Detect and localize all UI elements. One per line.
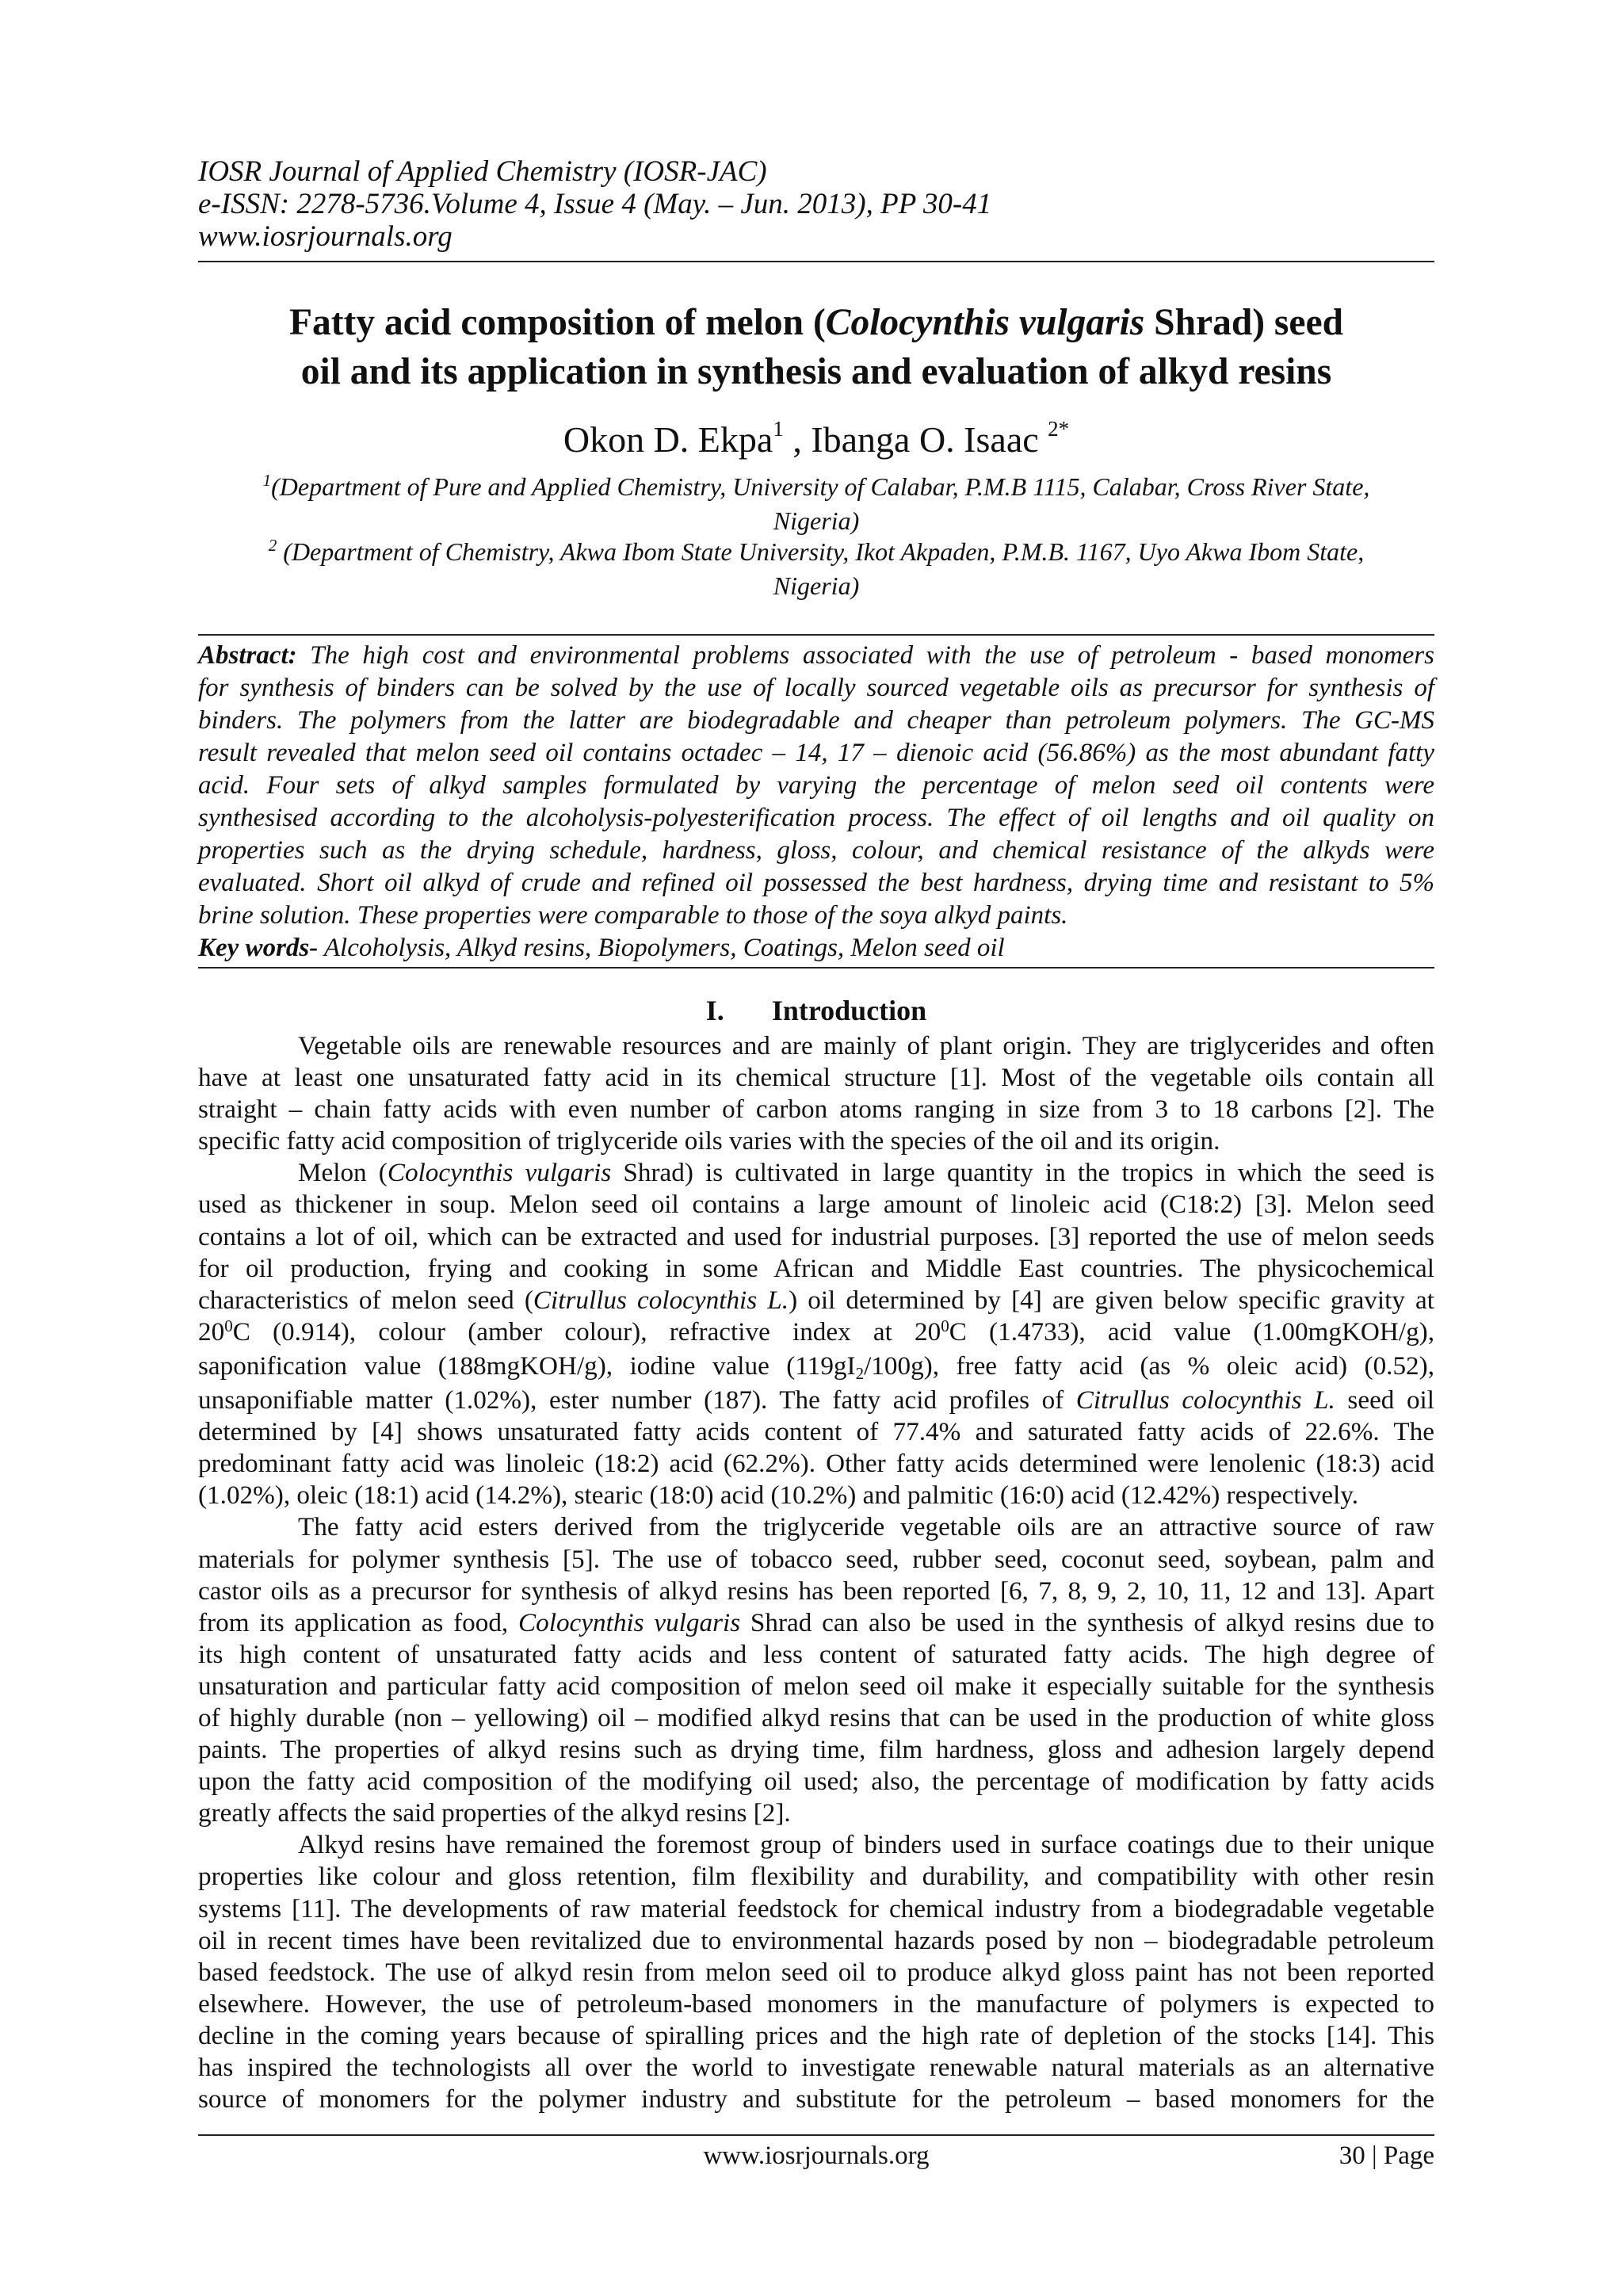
body-line: determined by [4] shows unsaturated fatty acids content of 77.4% and saturated fatty acids of 22.6%. The [198,1417,1434,1447]
body-line [198,1285,1434,1316]
title-text: Shrad) seed [1144,302,1344,343]
body-line: unsaturation and particular fatty acid composition of melon seed oil make it especially suitable for the synthesis [198,1671,1434,1701]
body-text-run: 20 [198,1316,225,1347]
keywords-line [198,932,1434,968]
body-text-run: saponification value (188mgKOH/g), iodine value (119gI [198,1350,856,1381]
body-line: Vegetable oils are renewable resources and are mainly of plant origin. They are triglycerides and often [298,1031,1434,1060]
affiliation-2-mark: 2 [268,536,277,555]
journal-issn: e-ISSN: 2278-5736.Volume 4, Issue 4 (May. – Jun. 2013), PP 30-41 [198,188,992,220]
author-list [198,418,1434,467]
affiliation-2-text: (Department of Chemistry, Akwa Ibom State University, Ikot Akpaden, P.M.B. 1167, Uyo Akwa Ibom State, [277,537,1365,566]
body-text-run: C (1.4733), acid value (1.00mgKOH/g), [949,1316,1435,1347]
journal-header [198,155,1434,253]
body-line: contains a lot of oil, which can be extracted and used for industrial purposes. [3] reported the use of melon seeds [198,1221,1434,1251]
abstract-line: result revealed that melon seed oil contains octadec – 14, 17 – dienoic acid (56.86%) as the most abundant fatty [198,739,1434,767]
title-line-1 [198,298,1434,347]
affiliation-2 [198,537,1434,571]
title-species: Colocynthis vulgaris [825,302,1145,343]
body-line: (1.02%), oleic (18:1) acid (14.2%), stearic (18:0) acid (10.2%) and palmitic (16:0) acid (12.42%) respectively. [198,1480,1359,1511]
title-text: Fatty acid composition of melon ( [288,302,826,343]
body-text-run: unsaponifiable matter (1.02%), ester number (187). The fatty acid profiles of [198,1385,1076,1415]
author-1-mark: 1 [773,417,784,441]
abstract-section [198,634,1434,968]
author-separator: , [783,419,812,460]
body-line: upon the fatty acid composition of the modifying oil used; also, the percentage of modification by fatty acids [198,1767,1434,1797]
section-heading [198,994,1434,1027]
abstract-line: for synthesis of binders can be solved by the use of locally sourced vegetable oils as precursor for synthesis of [198,674,1434,702]
page-number: 30 | Page [1338,2141,1434,2170]
body-line: predominant fatty acid was linoleic (18:2) acid (62.2%). Other fatty acids determined were lenolenic (18:3) acid [198,1449,1434,1479]
footer-website[interactable]: www.iosrjournals.org [703,2141,930,2170]
body-line: used as thickener in soup. Melon seed oil contains a large amount of linoleic acid (C18:2) [3]. Melon seed [198,1190,1434,1220]
author-2: Ibanga O. Isaac [811,419,1048,460]
body-line: straight – chain fatty acids with even number of carbon atoms ranging in size from 3 to 18 carbons [2]. The [198,1095,1434,1125]
species-name: Colocynthis vulgaris [387,1158,612,1188]
body-line [198,1350,1434,1385]
body-line: has inspired the technologists all over the world to investigate renewable natural materials as an alternative [198,2053,1434,2082]
species-name: Citrullus colocynthis L. [1075,1385,1335,1415]
author-2-mark: 2* [1048,417,1070,441]
species-name: Colocynthis vulgaris [518,1607,741,1637]
journal-name: IOSR Journal of Applied Chemistry (IOSR-JAC) [198,155,767,188]
affiliation-2-cont: Nigeria) [773,571,860,600]
body-line: systems [11]. The developments of raw material feedstock for chemical industry from a biodegradable vegetable [198,1893,1434,1924]
body-line: materials for polymer synthesis [5]. The use of tobacco seed, rubber seed, coconut seed, soybean, palm and [198,1544,1434,1574]
degree-sup: 0 [941,1316,949,1335]
title-line-2: oil and its application in synthesis and evaluation of alkyd resins [300,351,1332,392]
body-text-run: from its application as food, [198,1607,519,1637]
body-text-run: /100g), free fatty acid (as % oleic acid) (0.52), [864,1350,1434,1381]
affiliation-1-mark: 1 [262,471,272,490]
affiliation-1-cont: Nigeria) [773,506,860,535]
body-text-run: Melon ( [298,1158,388,1188]
body-text-run: Shrad) is cultivated in large quantity in the tropics in which the seed is [611,1158,1434,1188]
body-text [198,1030,1434,2115]
body-line: oil in recent times have been revitalized due to environmental hazards posed by non – biodegradable petroleum [198,1925,1434,1955]
body-line: for oil production, frying and cooking in some African and Middle East countries. The physicochemical [198,1253,1434,1283]
body-line: source of monomers for the polymer industry and substitute for the petroleum – based monomers for the [198,2084,1434,2115]
abstract-line: synthesised according to the alcoholysis-polyesterification process. The effect of oil lengths and oil quality on [198,804,1434,832]
body-line: Alkyd resins have remained the foremost group of binders used in surface coatings due to their unique [298,1830,1434,1860]
section-number: I. [705,995,724,1026]
affiliations [198,472,1434,602]
abstract-line [198,640,1434,672]
body-line: its high content of unsaturated fatty acids and less content of saturated fatty acids. The high degree of [198,1639,1434,1669]
subscript: 2 [855,1363,865,1383]
body-line: specific fatty acid composition of triglyceride oils varies with the species of the oil and its origin. [198,1126,1220,1156]
abstract-line: binders. The polymers from the latter are biodegradable and cheaper than petroleum polymers. The GC-MS [198,706,1434,735]
body-line: decline in the coming years because of spiralling prices and the high rate of depletion of the stocks [14]. This [198,2020,1434,2050]
journal-website[interactable]: www.iosrjournals.org [198,220,453,253]
abstract-line: evaluated. Short oil alkyd of crude and refined oil possessed the best hardness, drying time and resistant to 5% [198,869,1434,897]
body-line: castor oils as a precursor for synthesis of alkyd resins has been reported [6, 7, 8, 9, 2, 10, 11, 12 and 13]. Apart [198,1576,1434,1606]
body-line: greatly affects the said properties of the alkyd resins [2]. [198,1798,791,1828]
footer-rule [198,2134,1434,2136]
paper-title [198,298,1434,396]
abstract-text: The high cost and environmental problems associated with the use of petroleum - based monomers [296,641,1434,670]
degree-sup: 0 [224,1316,233,1335]
header-rule [198,261,1434,262]
body-line: paints. The properties of alkyd resins such as drying time, film hardness, gloss and adhesion largely depend [198,1735,1434,1765]
body-line: elsewhere. However, the use of petroleum-based monomers in the manufacture of polymers is expected to [198,1988,1434,2019]
keywords-label: Key words- [198,934,319,962]
body-line: have at least one unsaturated fatty acid in its chemical structure [1]. Most of the vegetable oils contain all [198,1063,1434,1093]
body-line: The fatty acid esters derived from the triglyceride vegetable oils are an attractive source of raw [298,1512,1434,1542]
body-text-run: ) oil determined by [4] are given below specific gravity at [789,1285,1434,1315]
species-name: Citrullus colocynthis L. [533,1285,789,1315]
abstract-line: acid. Four sets of alkyd samples formulated by varying the percentage of melon seed oil contents were [198,771,1434,800]
abstract-line: brine solution. These properties were comparable to those of the soya alkyd paints. [198,901,1068,930]
body-line [198,1385,1434,1416]
body-text-run: Shrad can also be used in the synthesis of alkyd resins due to [740,1607,1434,1637]
author-1: Okon D. Ekpa [563,419,773,460]
abstract-line: properties such as the drying schedule, hardness, gloss, colour, and chemical resistance of the alkyds were [198,836,1434,865]
affiliation-1-text: (Department of Pure and Applied Chemistry, University of Calabar, P.M.B 1115, Calabar, Cross River State, [271,472,1370,501]
keywords-text: Alcoholysis, Alkyd resins, Biopolymers, Coatings, Melon seed oil [318,934,1005,962]
body-line: properties like colour and gloss retention, film flexibility and durability, and compatibility with other resin [198,1862,1434,1892]
body-line: based feedstock. The use of alkyd resin from melon seed oil to produce alkyd gloss paint has not been reported [198,1957,1434,1987]
body-line: of highly durable (non – yellowing) oil – modified alkyd resins that can be used in the production of white gloss [198,1702,1434,1733]
body-line [198,1316,1434,1350]
body-text-run: characteristics of melon seed ( [198,1285,533,1315]
body-line [198,1157,1434,1189]
body-text-run: seed oil [1335,1385,1434,1415]
body-text-run: C (0.914), colour (amber colour), refractive index at 20 [232,1316,941,1347]
section-title: Introduction [771,995,927,1026]
body-line [198,1607,1434,1639]
abstract-label: Abstract: [198,641,297,670]
affiliation-1 [198,472,1434,506]
